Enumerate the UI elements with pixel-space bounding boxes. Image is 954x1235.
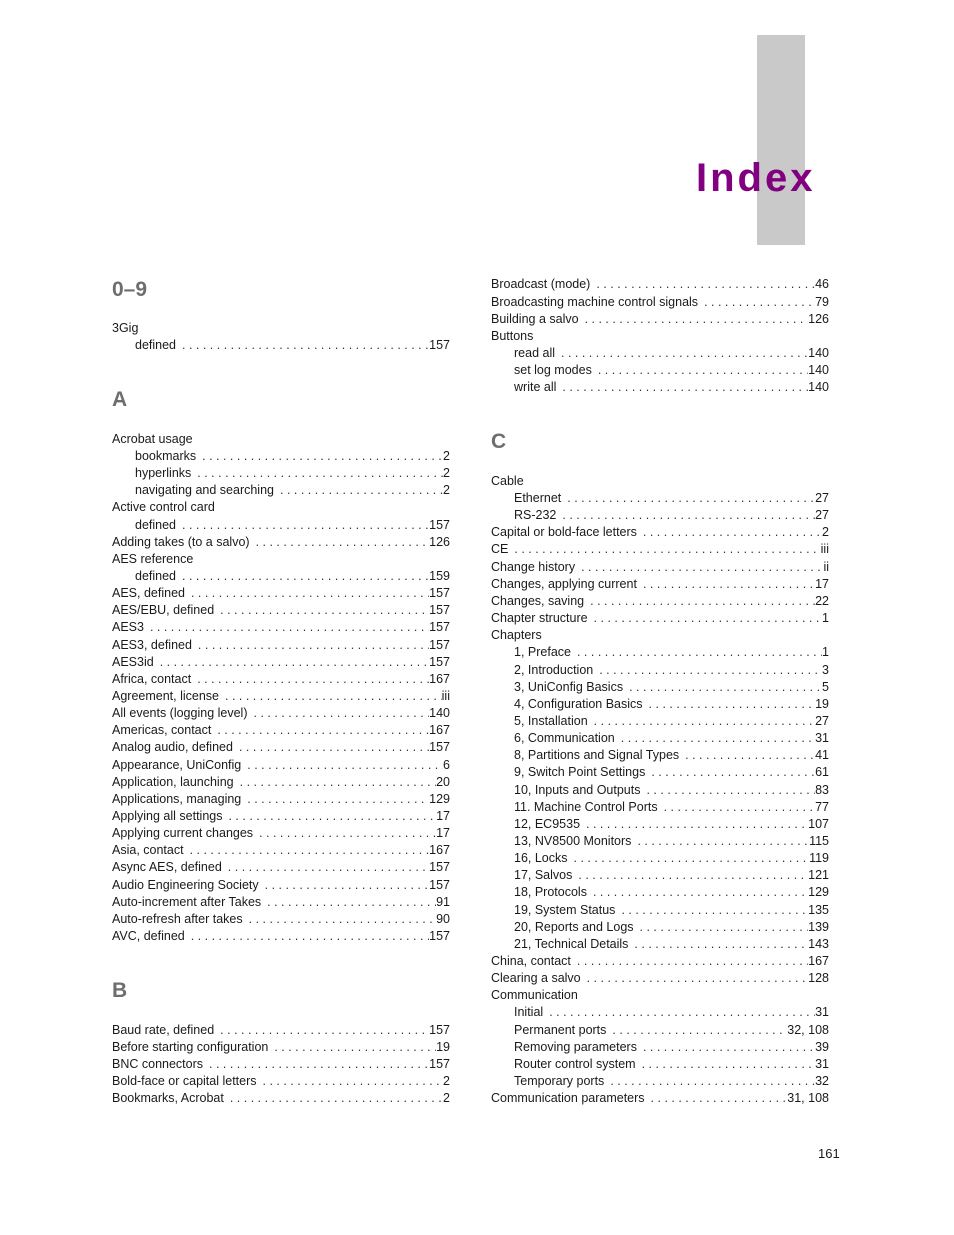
index-entry: 13, NV8500 Monitors . . . 115 — [514, 833, 829, 850]
page-title: Index — [696, 156, 816, 200]
index-entry: Acrobat usage — [112, 432, 193, 446]
index-entry: AVC, defined . . . 157 — [112, 928, 450, 945]
index-entry: 2, Introduction . . . 3 — [514, 662, 829, 679]
index-entry: defined . . . 157 — [135, 337, 450, 354]
chapter-tab-bar — [757, 35, 805, 245]
index-entry: Cable — [491, 474, 524, 488]
index-entry: Buttons — [491, 329, 534, 343]
index-entry: Temporary ports . . . 32 — [514, 1073, 829, 1090]
index-entry: 11. Machine Control Ports . . . 77 — [514, 799, 829, 816]
index-entry: 12, EC9535 . . . 107 — [514, 816, 829, 833]
index-entry: China, contact . . . 167 — [491, 953, 829, 970]
index-entry: BNC connectors . . . 157 — [112, 1056, 450, 1073]
index-entry: set log modes . . . 140 — [514, 362, 829, 379]
index-entry: Applying current changes . . . 17 — [112, 825, 450, 842]
index-entry: Chapters — [491, 628, 542, 642]
index-entry: Audio Engineering Society . . . 157 — [112, 877, 450, 894]
index-entry: write all . . . 140 — [514, 379, 829, 396]
index-entry: 1, Preface . . . 1 — [514, 644, 829, 661]
index-entry: 20, Reports and Logs . . . 139 — [514, 919, 829, 936]
index-entry: Asia, contact . . . 167 — [112, 842, 450, 859]
index-entry: 4, Configuration Basics . . . 19 — [514, 696, 829, 713]
index-entry: Communication parameters . . . 31, 108 — [491, 1090, 829, 1107]
index-entry: Applying all settings . . . 17 — [112, 808, 450, 825]
index-entry: read all . . . 140 — [514, 345, 829, 362]
index-entry: Analog audio, defined . . . 157 — [112, 739, 450, 756]
index-entry: Changes, applying current . . . 17 — [491, 576, 829, 593]
index-entry: Africa, contact . . . 167 — [112, 671, 450, 688]
index-entry: Capital or bold-face letters . . . 2 — [491, 524, 829, 541]
index-entry: Async AES, defined . . . 157 — [112, 859, 450, 876]
index-entry: Americas, contact . . . 167 — [112, 722, 450, 739]
index-entry: bookmarks . . . 2 — [135, 448, 450, 465]
index-entry: Adding takes (to a salvo) . . . 126 — [112, 534, 450, 551]
index-entry: 16, Locks . . . 119 — [514, 850, 829, 867]
index-entry: CE . . . iii — [491, 541, 829, 558]
index-entry: 5, Installation . . . 27 — [514, 713, 829, 730]
index-entry: Active control card — [112, 500, 215, 514]
index-entry: Appearance, UniConfig . . . 6 — [112, 757, 450, 774]
index-entry: AES, defined . . . 157 — [112, 585, 450, 602]
index-entry: Broadcasting machine control signals . . . 79 — [491, 294, 829, 311]
index-entry: 21, Technical Details . . . 143 — [514, 936, 829, 953]
index-entry: AES/EBU, defined . . . 157 — [112, 602, 450, 619]
index-entry: Building a salvo . . . 126 — [491, 311, 829, 328]
index-entry: 3, UniConfig Basics . . . 5 — [514, 679, 829, 696]
index-entry: RS-232 . . . 27 — [514, 507, 829, 524]
index-entry: Bold-face or capital letters . . . 2 — [112, 1073, 450, 1090]
index-entry: Chapter structure . . . 1 — [491, 610, 829, 627]
index-entry: Before starting configuration . . . 19 — [112, 1039, 450, 1056]
index-entry: defined . . . 157 — [135, 517, 450, 534]
index-entry: AES3, defined . . . 157 — [112, 637, 450, 654]
section-heading-c: C — [491, 430, 507, 453]
index-entry: 3Gig — [112, 321, 139, 335]
index-entry: Broadcast (mode) . . . 46 — [491, 276, 829, 293]
index-entry: AES3id . . . 157 — [112, 654, 450, 671]
index-entry: 17, Salvos . . . 121 — [514, 867, 829, 884]
index-entry: Router control system . . . 31 — [514, 1056, 829, 1073]
index-entry: Auto-increment after Takes . . . 91 — [112, 894, 450, 911]
index-entry: Change history . . . ii — [491, 559, 829, 576]
index-entry: Initial . . . 31 — [514, 1004, 829, 1021]
index-entry: Auto-refresh after takes . . . 90 — [112, 911, 450, 928]
index-entry: Ethernet . . . 27 — [514, 490, 829, 507]
index-entry: Removing parameters . . . 39 — [514, 1039, 829, 1056]
index-entry: Changes, saving . . . 22 — [491, 593, 829, 610]
index-entry: Baud rate, defined . . . 157 — [112, 1022, 450, 1039]
index-entry: AES3 . . . 157 — [112, 619, 450, 636]
index-entry: Bookmarks, Acrobat . . . 2 — [112, 1090, 450, 1107]
index-entry: All events (logging level) . . . 140 — [112, 705, 450, 722]
index-entry: AES reference — [112, 552, 194, 566]
page-number: 161 — [818, 1146, 840, 1161]
index-entry: Clearing a salvo . . . 128 — [491, 970, 829, 987]
index-entry: 6, Communication . . . 31 — [514, 730, 829, 747]
index-entry: navigating and searching . . . 2 — [135, 482, 450, 499]
section-heading-a: A — [112, 388, 128, 411]
index-entry: Permanent ports . . . 32, 108 — [514, 1022, 829, 1039]
index-entry: 10, Inputs and Outputs . . . 83 — [514, 782, 829, 799]
index-entry: Agreement, license . . . iii — [112, 688, 450, 705]
index-entry: 19, System Status . . . 135 — [514, 902, 829, 919]
index-entry: Application, launching . . . 20 — [112, 774, 450, 791]
index-entry: 9, Switch Point Settings . . . 61 — [514, 764, 829, 781]
section-heading-b: B — [112, 979, 128, 1002]
index-entry: Applications, managing . . . 129 — [112, 791, 450, 808]
index-entry: 18, Protocols . . . 129 — [514, 884, 829, 901]
section-heading-0-9: 0–9 — [112, 278, 148, 301]
index-entry: defined . . . 159 — [135, 568, 450, 585]
index-entry: 8, Partitions and Signal Types . . . 41 — [514, 747, 829, 764]
index-entry: Communication — [491, 988, 578, 1002]
index-entry: hyperlinks . . . 2 — [135, 465, 450, 482]
